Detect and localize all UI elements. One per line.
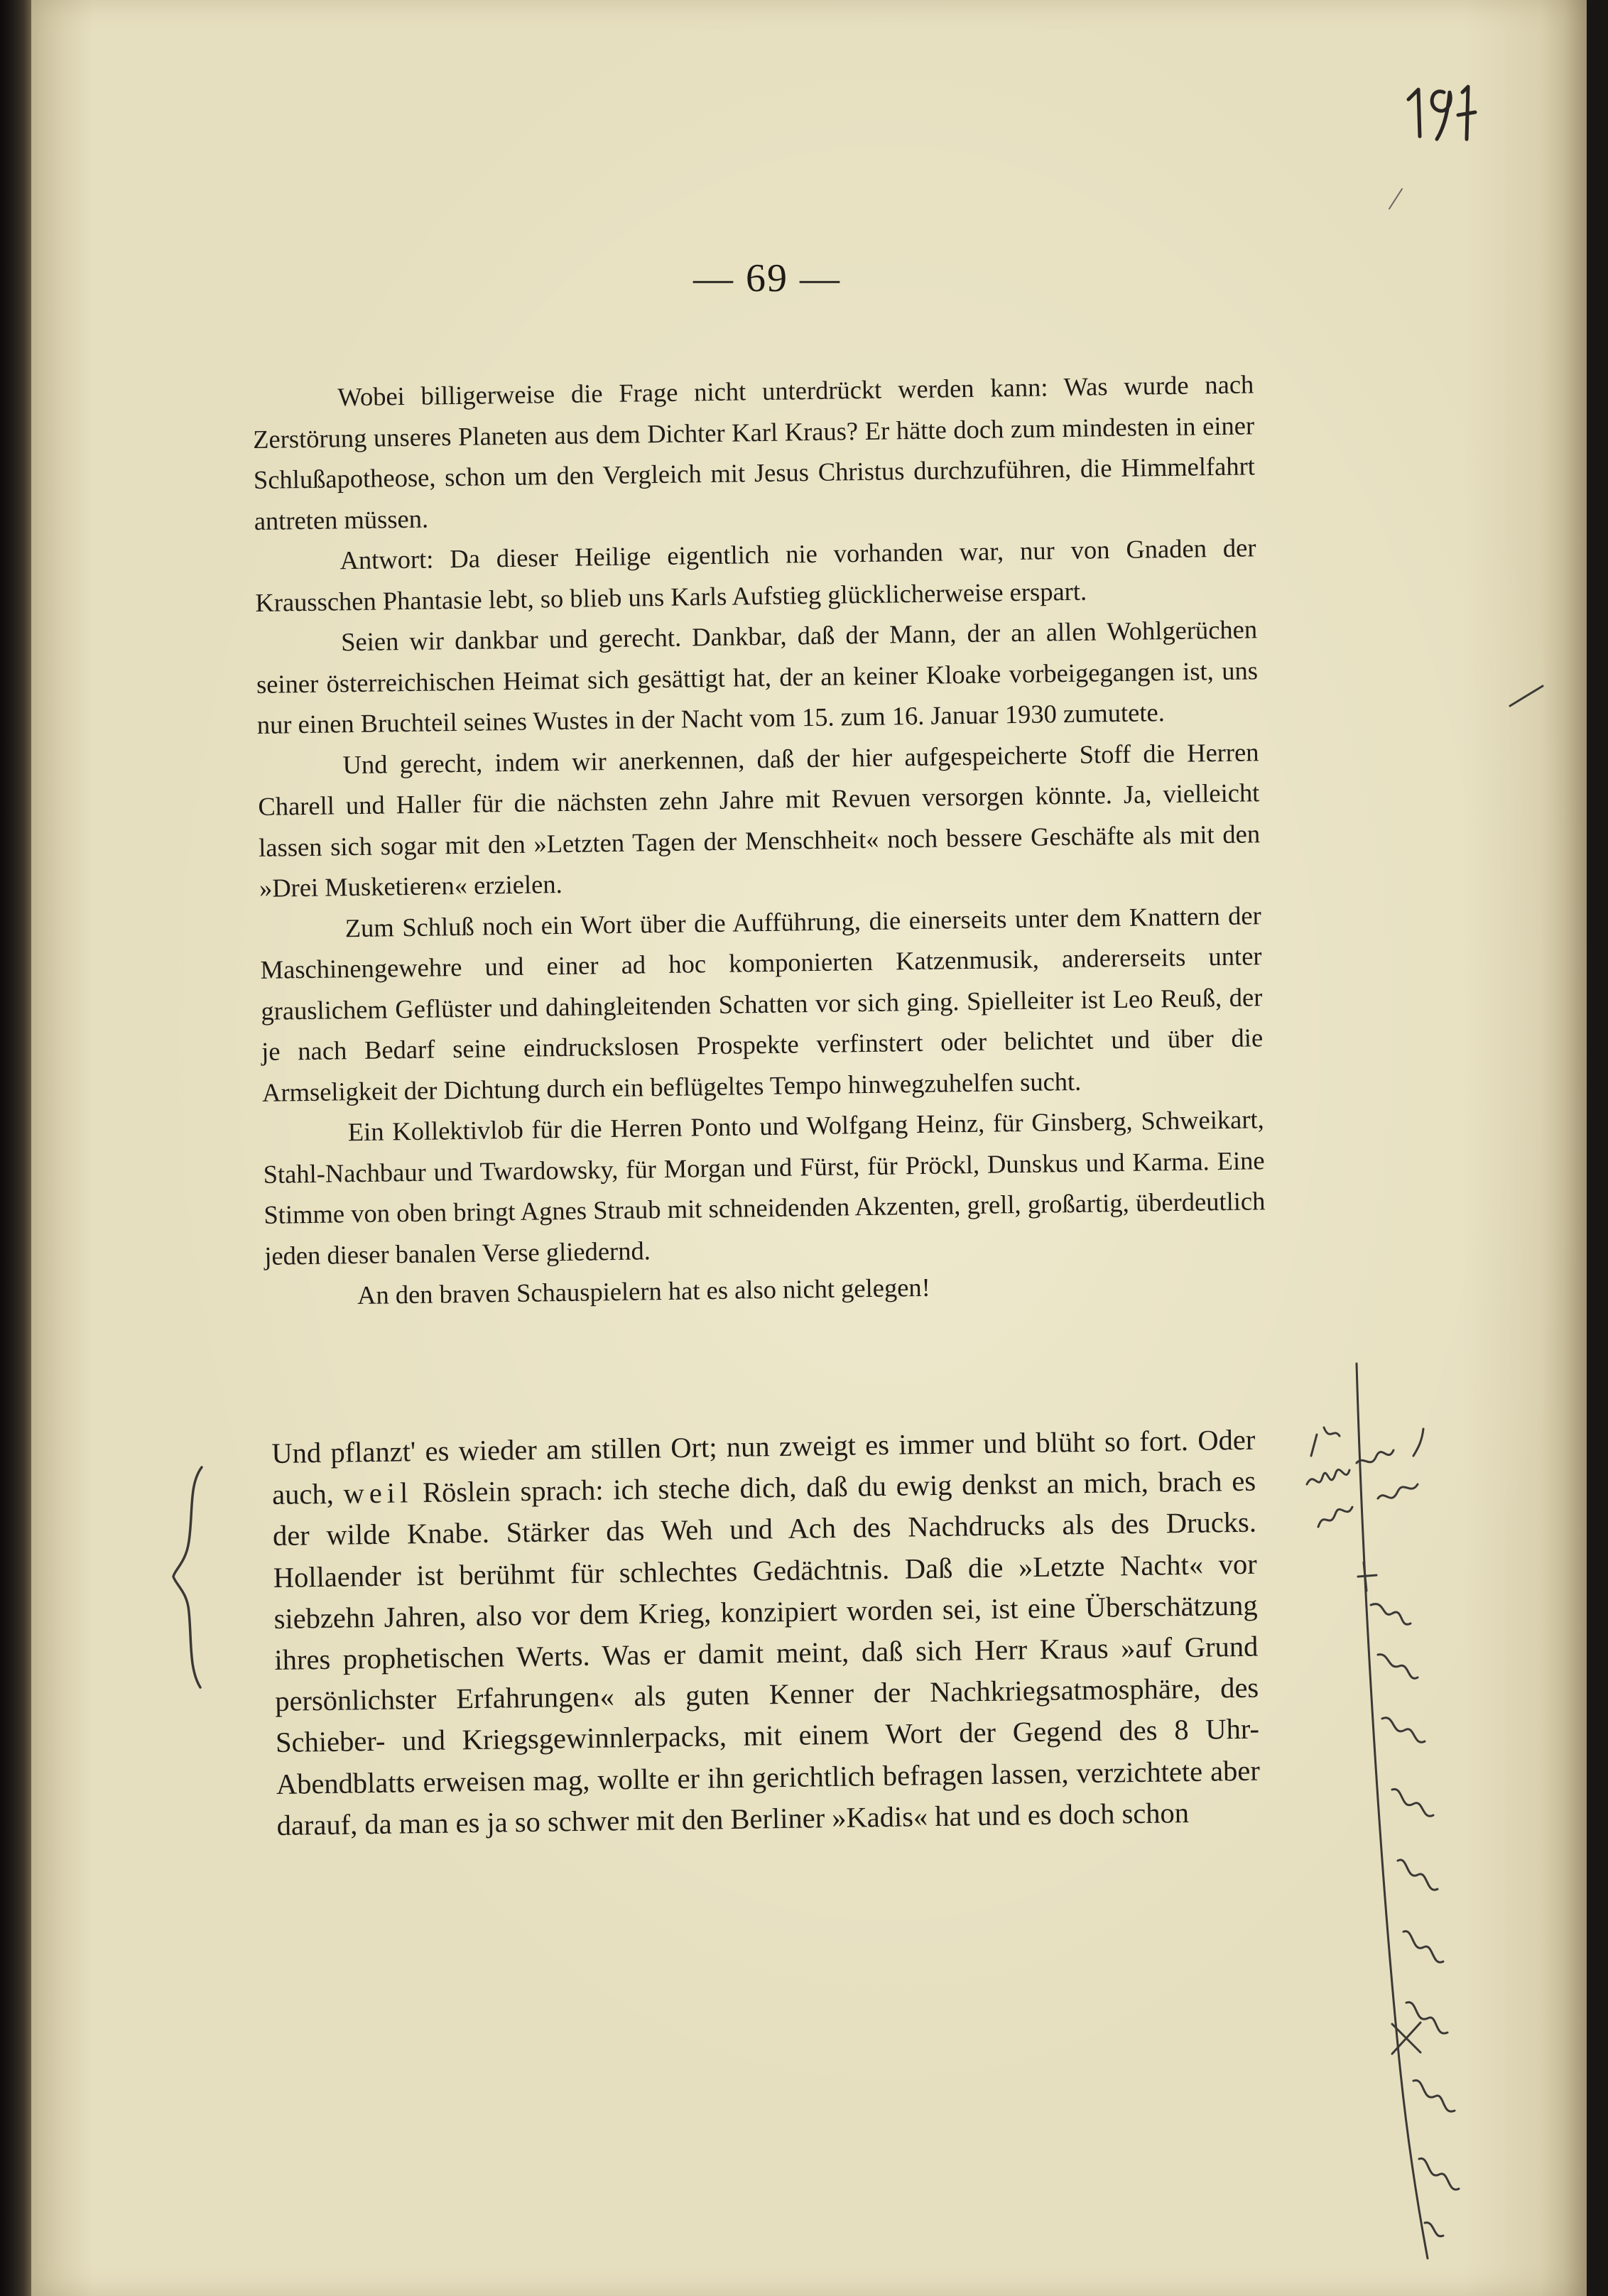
- spaced-word: weil: [343, 1476, 413, 1510]
- paragraph: Seien wir dankbar und gerecht. Dankbar, daß der Mann, der an allen Wohlgerüchen seiner österreichischen Heimat sich gesättigt hat, der an keiner Kloake vorbeigegangen ist, uns nur einen Bruchteil seines Wustes in der Nacht vom 15. zum 16. Januar 1930 zumutete.: [256, 614, 1259, 739]
- page-edge-shadow: [1541, 0, 1587, 2296]
- paragraph: Und gerecht, indem wir anerkennen, daß der hier aufgespeicherte Stoff die Herren Charell und Haller für die nächsten zehn Jahre mit Revuen versorgen könnte. Ja, vielleicht lassen sich sogar mit den »Letzten Tagen der Menschheit« noch bessere Geschäfte als mit den »Drei Musketieren« erzielen.: [258, 736, 1261, 903]
- review-text: [252, 364, 1266, 1317]
- commentary-text-start: Und pflanzt' es wieder am stillen Ort; nun zweigt es immer und blüht so fort. Oder auch,: [271, 1423, 1256, 1511]
- paragraph: Wobei billigerweise die Frage nicht unterdrückt werden kann: Was wurde nach Zerstörung unseres Planeten aus dem Dichter Karl Kraus? Er hätte doch zum mindesten in einer Schlußapotheose, schon um den Vergleich mit Jesus Christus durchzuführen, die Himmelfahrt antreten müssen.: [252, 369, 1256, 535]
- commentary-text: [271, 1420, 1261, 1846]
- commentary-text-rest: Röslein sprach: ich steche dich, daß du ewig denkst an mich, brach es der wilde Knabe. Stärker das Weh und Ach des Nachdrucks als des Drucks. Hollaender ist berühmt für schlechtes Gedächtnis. Daß die »Letzte Nacht« vor siebzehn Jahren, also vor dem Krieg, konzipiert worden sei, ist eine Überschätzung ihres prophetischen Werts. Was er damit meint, daß sich Herr Kraus »auf Grund persönlichster Erfahrungen« als guten Kenner der Nachkriegsatmosphäre, des Schieber- und Kriegsgewinnlerpacks, mit einem Wort der Gegend des 8 Uhr-Abendblatts erweisen mag, wollte er ihn gerichtlich befragen lassen, verzichtete aber darauf, da man es ja so schwer mit den Berliner »Kadis« hat und es doch schon: [272, 1464, 1261, 1841]
- paragraph: Antwort: Da dieser Heilige eigentlich nie vorhanden war, nur von Gnaden der Krausschen Phantasie lebt, so blieb uns Karls Aufstieg glücklicherweise erspart.: [255, 533, 1256, 617]
- commentary-paragraph: [271, 1420, 1261, 1846]
- paragraph: Zum Schluß noch ein Wort über die Aufführung, die einerseits unter dem Knattern der Maschinengewehre und einer ad hoc komponierten Katzenmusik, andererseits unter grauslichem Geflüster und dahingleitenden Schatten vor sich ging. Spielleiter ist Leo Reuß, der je nach Bedarf seine eindruckslosen Prospekte verfinstert oder belichtet und über die Armseligkeit der Dichtung durch ein beflügeltes Tempo hinwegzuhelfen sucht.: [260, 900, 1264, 1107]
- margin-brace-mark: [168, 1463, 210, 1690]
- pencil-tick-mark: [1385, 185, 1406, 213]
- paragraph: Ein Kollektivlob für die Herren Ponto und Wolfgang Heinz, für Ginsberg, Schweikart, Stahl-Nachbaur und Twardowsky, für Morgan und Fürst, für Pröckl, Dunskus und Karma. Eine Stimme von oben bringt Agnes Straub mit schneidenden Akzenten, grell, großartig, überdeutlich jeden dieser banalen Verse gliedernd.: [263, 1104, 1266, 1271]
- handwritten-margin-note: [1293, 1349, 1477, 2273]
- page-number: — 69 —: [693, 256, 841, 300]
- folio-number: [1403, 71, 1481, 149]
- pencil-tick-mark: [1506, 682, 1548, 710]
- paragraph: An den braven Schauspielern hat es also nicht gelegen!: [357, 1272, 931, 1310]
- book-spine: [0, 0, 31, 2296]
